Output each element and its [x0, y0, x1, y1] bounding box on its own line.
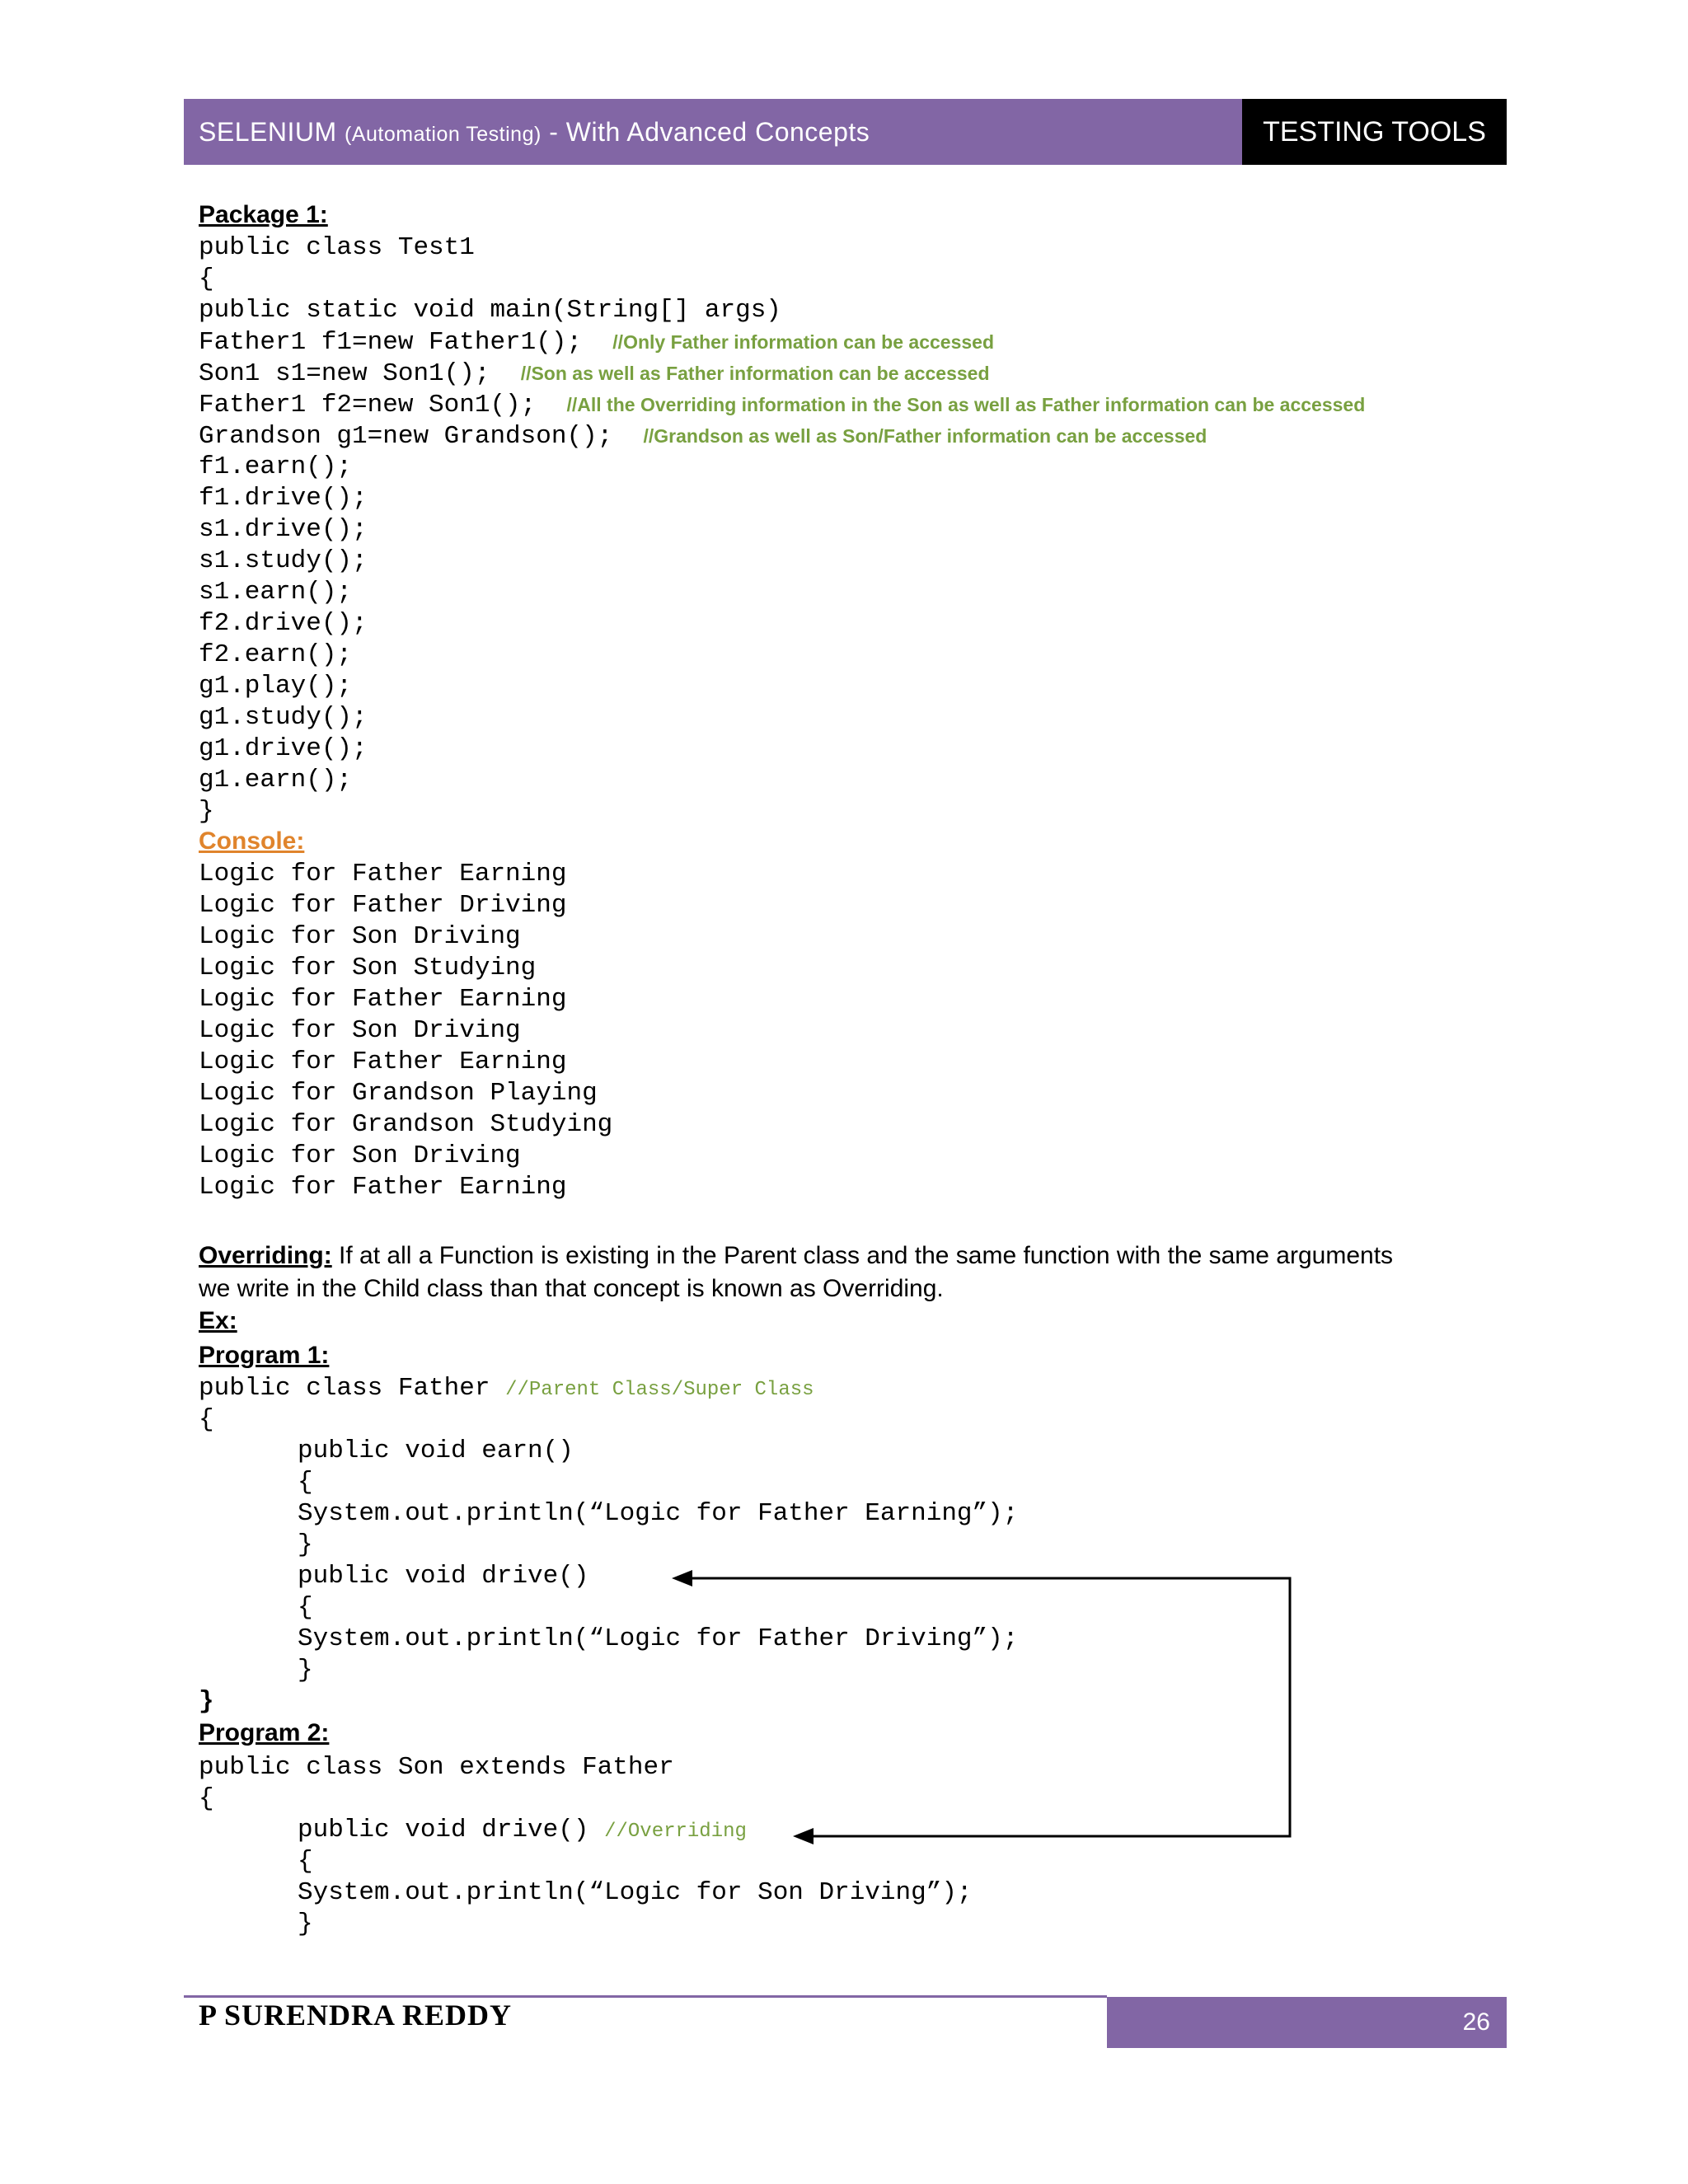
- program1-drive-close: }: [298, 1656, 313, 1685]
- overriding-definition-line1: [199, 1240, 1393, 1271]
- package1-code-line: [199, 640, 352, 671]
- program1-drive-open: {: [298, 1593, 313, 1622]
- console-output-line: Logic for Son Driving: [199, 1016, 521, 1045]
- program1-earn-signature: public void earn(): [298, 1436, 574, 1465]
- package1-code-line: [199, 765, 352, 796]
- program2-open-brace: {: [199, 1784, 214, 1813]
- code-text: Son1 s1=new Son1();: [199, 359, 490, 388]
- code-text: f2.earn();: [199, 640, 353, 669]
- package1-code-line: [199, 232, 475, 264]
- package1-code-line: [199, 671, 352, 702]
- code-text: f1.drive();: [199, 484, 368, 513]
- console-output-line: Logic for Father Earning: [199, 1173, 567, 1202]
- package1-code-line: [199, 389, 1365, 420]
- code-comment: //Only Father information can be accessed: [612, 331, 994, 353]
- package1-code-line: [199, 733, 368, 765]
- code-text: {: [199, 265, 214, 293]
- code-comment: //Grandson as well as Son/Father information can be accessed: [643, 425, 1207, 447]
- program1-class-line: [199, 1373, 814, 1404]
- console-output-line: Logic for Son Driving: [199, 922, 521, 951]
- console-output-line: Logic for Father Earning: [199, 1047, 567, 1076]
- package1-code-line: [199, 420, 1207, 452]
- page-header: [184, 99, 1507, 165]
- program2-drive-body: System.out.println(“Logic for Son Driving”);: [298, 1878, 973, 1907]
- program2-drive-open: {: [298, 1847, 313, 1876]
- code-text: g1.study();: [199, 703, 368, 732]
- code-comment: //All the Overriding information in the Son as well as Father information can be accessed: [566, 394, 1366, 415]
- header-title: [184, 99, 1242, 165]
- code-text: Father1 f2=new Son1();: [199, 391, 537, 419]
- console-output-line: Logic for Father Earning: [199, 985, 567, 1014]
- program2-drive-line: [298, 1815, 747, 1846]
- code-text: g1.drive();: [199, 734, 368, 763]
- footer-author: P SURENDRA REDDY: [199, 1999, 513, 2032]
- package1-code-line: [199, 326, 994, 358]
- package1-code-line: [199, 546, 368, 577]
- header-title-sub: (Automation Testing): [344, 123, 542, 146]
- overriding-term: Overriding:: [199, 1242, 332, 1269]
- overriding-definition-line2: we write in the Child class than that concept is known as Overriding.: [199, 1275, 944, 1302]
- program1-earn-close: }: [298, 1530, 313, 1559]
- package1-code-line: [199, 483, 368, 514]
- header-section: TESTING TOOLS: [1242, 99, 1507, 165]
- package1-heading: Package 1:: [199, 201, 328, 228]
- package1-code-line: [199, 264, 214, 295]
- program1-class-comment: //Parent Class/Super Class: [505, 1379, 814, 1401]
- program2-heading: Program 2:: [199, 1719, 330, 1746]
- code-text: public static void main(String[] args): [199, 296, 781, 325]
- code-text: Father1 f1=new Father1();: [199, 328, 583, 357]
- program1-drive-body: System.out.println(“Logic for Father Driving”);: [298, 1624, 1019, 1653]
- package1-code-line: [199, 452, 352, 483]
- code-text: f1.earn();: [199, 452, 353, 481]
- program1-class-decl: public class Father: [199, 1374, 490, 1403]
- program1-earn-body: System.out.println(“Logic for Father Earning”);: [298, 1499, 1019, 1528]
- arrow-head-drive-son-icon: [793, 1828, 814, 1844]
- overriding-text-1: If at all a Function is existing in the Parent class and the same function with the same arguments: [331, 1242, 1394, 1269]
- code-text: public class Test1: [199, 233, 475, 262]
- code-text: s1.earn();: [199, 578, 353, 607]
- code-text: s1.study();: [199, 546, 368, 575]
- package1-code-line: [199, 577, 352, 608]
- program2-class-line: public class Son extends Father: [199, 1753, 674, 1782]
- program1-close-brace: }: [199, 1687, 214, 1716]
- console-output-line: Logic for Father Driving: [199, 891, 567, 920]
- header-title-main: SELENIUM: [199, 117, 337, 147]
- console-output-line: Logic for Father Earning: [199, 860, 567, 888]
- page-number: 26: [1462, 2008, 1490, 2036]
- code-text: Grandson g1=new Grandson();: [199, 422, 613, 451]
- header-title-rest: - With Advanced Concepts: [541, 117, 870, 147]
- code-comment: //Son as well as Father information can be accessed: [520, 363, 990, 384]
- program2-drive-close: }: [298, 1910, 313, 1938]
- package1-code-line: [199, 514, 368, 546]
- code-text: }: [199, 797, 214, 826]
- package1-code-line: [199, 358, 990, 389]
- program1-earn-open: {: [298, 1468, 313, 1497]
- console-output-line: Logic for Son Studying: [199, 954, 537, 982]
- code-text: s1.drive();: [199, 515, 368, 544]
- program2-drive-comment: //Overriding: [604, 1821, 747, 1843]
- arrow-head-drive-father-icon: [672, 1570, 692, 1586]
- example-heading: Ex:: [199, 1307, 237, 1334]
- console-heading: Console:: [199, 827, 305, 855]
- package1-code-line: [199, 608, 368, 640]
- package1-code-line: [199, 796, 214, 827]
- code-text: f2.drive();: [199, 609, 368, 638]
- program1-drive-signature: public void drive(): [298, 1562, 589, 1591]
- code-text: g1.earn();: [199, 766, 353, 794]
- program1-heading: Program 1:: [199, 1342, 330, 1369]
- console-output-line: Logic for Grandson Studying: [199, 1110, 613, 1139]
- console-output-line: Logic for Grandson Playing: [199, 1079, 598, 1108]
- package1-code-line: [199, 295, 781, 326]
- console-output-line: Logic for Son Driving: [199, 1141, 521, 1170]
- package1-code-line: [199, 702, 368, 733]
- code-text: g1.play();: [199, 672, 353, 701]
- program1-open-brace: {: [199, 1405, 214, 1434]
- program2-drive-signature: public void drive(): [298, 1816, 589, 1844]
